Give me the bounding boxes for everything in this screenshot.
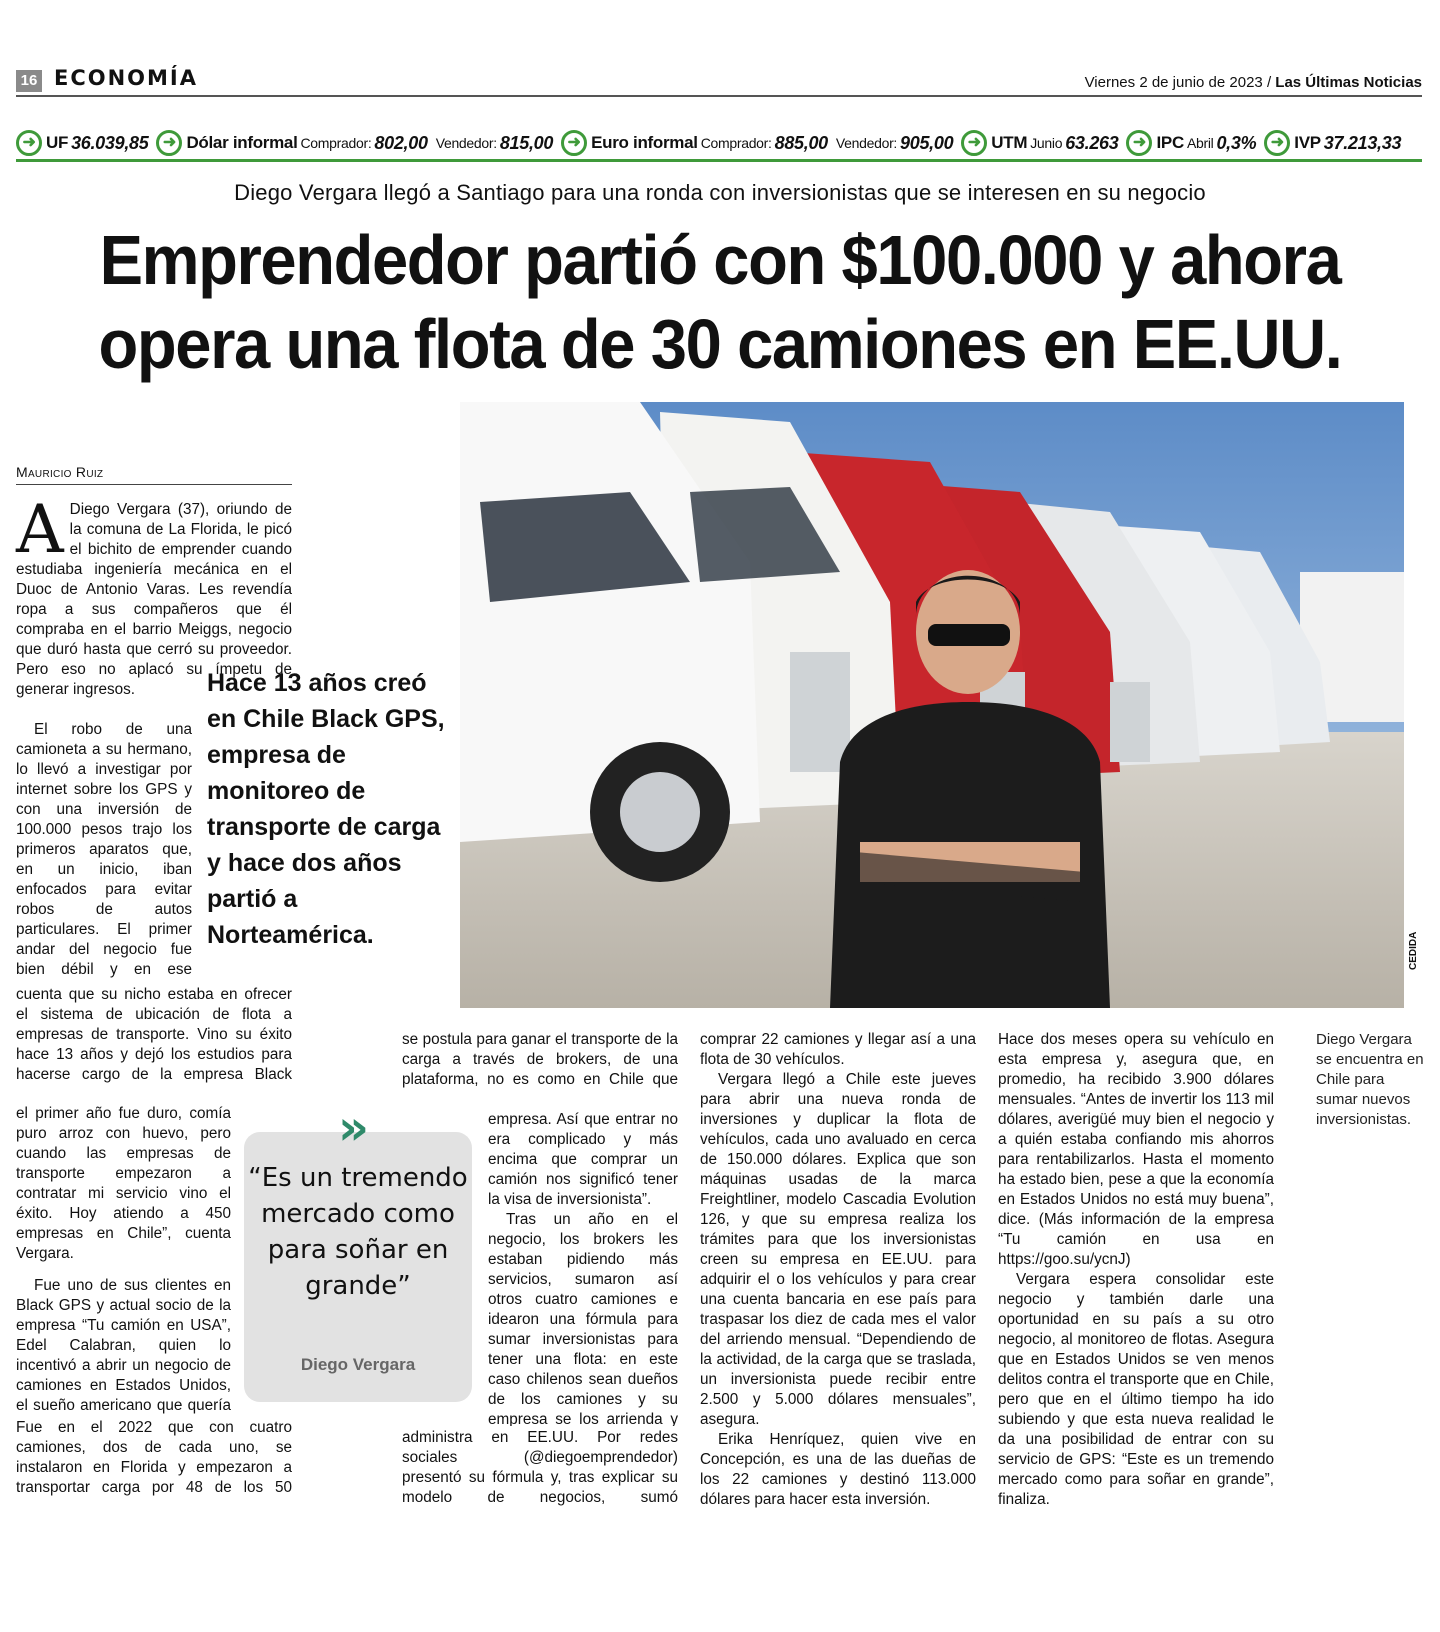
dolar-sell-label: Vendedor: <box>435 135 497 151</box>
dolar-sell-value: 815,00 <box>499 132 554 153</box>
article-column-1c <box>16 985 292 1085</box>
column-1-paragraph-2: El robo de una camioneta a su hermano, lo llevó a investigar por internet sobre los GPS y con una inversión de 100.000 pesos trajo los primeros aparatos que, en un inicio, iban enfocados para evitar robos de autos particulares. El primer andar del negocio fue bien débil y en ese <box>16 721 192 978</box>
photo-caption: Diego Vergara se encuentra en Chile para sumar nuevos inversionistas. <box>1316 1031 1424 1128</box>
column-1-paragraph-3-end: Fue en el 2022 que con cuatro camiones, dos de cada uno, se instalaron en Florida y empezaron a transportar carga por 48 de los 50 <box>16 1419 292 1496</box>
utm-value: 63.263 <box>1065 132 1119 153</box>
ipc-month: Abril <box>1186 135 1214 151</box>
ticker-rule <box>16 159 1422 162</box>
article-kicker: Diego Vergara llegó a Santiago para una ronda con inversionistas que se interesen en su negocio <box>234 180 1206 205</box>
arrow-right-icon: ➜ <box>156 130 182 156</box>
euro-sell-label: Vendedor: <box>835 135 898 151</box>
column-1-paragraph-2-cont: cuenta que su nicho estaba en ofrecer el sistema de ubicación de flota a empresas de transporte. Vino su éxito hace 13 años y dejó los estudios para hacerse cargo de la empresa Black <box>16 986 292 1083</box>
trucks-photo-illustration <box>460 402 1404 1008</box>
article-column-3 <box>700 1030 976 1510</box>
quote-text: “Es un tremendo mercado como para soñar en grande” <box>248 1163 468 1301</box>
uf-label: UF <box>46 133 69 152</box>
header-rule <box>16 95 1422 97</box>
headline-line-1: Emprendedor partió con $100.000 y ahora <box>99 221 1341 299</box>
column-1-paragraph-3: Fue uno de sus clientes en Black GPS y actual socio de la empresa “Tu camión en USA”, Edel Calabran, quien lo incentivó a abrir un negocio de camiones en Estados Unidos, el sueño americano que quería <box>16 1277 231 1414</box>
photo-credit: CEDIDA <box>1408 931 1419 970</box>
column-1-paragraph-2-end: el primer año fue duro, comía puro arroz con huevo, pero cuando las empresas de transporte empezaron a contratar mi servicio vino el éxito. Hoy atiendo a 450 empresas en Chile”, cuenta Vergara. <box>16 1105 231 1262</box>
column-2-paragraph-2: Tras un año en el negocio, los brokers les estaban pidiendo más servicios, sumaron así otros cuatro camiones e idearon una fórmula para sumar inversionistas para tener una flota: en este caso chilenos sean dueños de los camiones y su empresa se los arrienda y <box>488 1211 678 1426</box>
euro-label: Euro informal <box>591 133 698 152</box>
arrow-right-icon: ➜ <box>961 130 987 156</box>
column-3-paragraph-1: comprar 22 camiones y llegar así a una flota de 30 vehículos. <box>700 1031 976 1068</box>
byline-rule <box>16 484 292 485</box>
indicators-ticker <box>16 128 1422 158</box>
publication-name: Las Últimas Noticias <box>1275 74 1422 91</box>
double-chevron-icon: » <box>338 1100 358 1156</box>
column-3-paragraph-2: Vergara llegó a Chile este jueves para abrir una nueva ronda de inversiones y duplicar la flota de vehículos, cada uno avaluado en cerca de 150.000 dólares. Explica que son máquinas usadas de la marca Freightliner, modelo Cascadia Evolution 126, y que su empresa realiza los trámites para que los inversionistas creen su empresa en EE.UU. para adquirir el o los vehículos y para crear una cuenta bancaria en ese país para traspasar los diez de cada mes el valor del arriendo mensual. “Dependiendo de la actividad, de la carga que se traslada, un inversionista puede recibir entre 2.500 y 5.000 dólares mensuales”, asegura. <box>700 1071 976 1428</box>
byline: Mauricio Ruiz <box>16 464 104 480</box>
pull-quote: Hace 13 años creó en Chile Black GPS, empresa de monitoreo de transporte de carga y hace dos años partió a Norteamérica. <box>207 669 445 949</box>
column-4-paragraph-1: Hace dos meses opera su vehículo en esta empresa y, asegura que, en promedio, ha recibido 3.900 dólares mensuales. “Antes de invertir los 113 mil dólares, averigüé muy bien el negocio y a quién estaba confiando mis ahorros para rentabilizarlos. Hasta el momento ha estado bien, pese a que la economía en Estados Unidos no está muy buena”, dice. (Más información de la empresa “Tu camión en usa en https://goo.su/ycnJ) <box>998 1031 1274 1268</box>
dateline <box>1085 74 1422 91</box>
quote-author: Diego Vergara <box>300 1355 416 1374</box>
euro-buy-value: 885,00 <box>774 132 828 153</box>
page-number: 16 <box>16 70 42 92</box>
dolar-buy-value: 802,00 <box>374 132 428 153</box>
article-column-2-top <box>402 1030 678 1090</box>
dolar-label: Dólar informal <box>186 133 298 152</box>
article-column-1e <box>16 1276 231 1416</box>
drop-cap: A <box>16 491 64 568</box>
article-column-2 <box>488 1110 678 1426</box>
column-4-paragraph-2: Vergara espera consolidar este negocio y también darle una oportunidad en su país a su otro negocio, al monitoreo de flotas. Asegura que en Estados Unidos se ven menos delitos contra el transporte que en Chile, pero que en el último tiempo ha ido subiendo y que esta nueva realidad le da una posibilidad de entrar con su servicio de GPS: “Este es un tremendo mercado como para soñar en grande”, finaliza. <box>998 1271 1274 1508</box>
uf-value: 36.039,85 <box>71 132 149 153</box>
article-column-1b <box>16 720 192 978</box>
arrow-right-icon: ➜ <box>16 130 42 156</box>
euro-buy-label: Comprador: <box>700 135 772 151</box>
article-photo <box>460 402 1404 1008</box>
headline-line-2: opera una flota de 30 camiones en EE.UU. <box>98 305 1342 383</box>
section-title: ECONOMÍA <box>54 66 198 90</box>
article-column-1d <box>16 1104 231 1274</box>
column-2-paragraph-1-end: empresa. Así que entrar no era complicado y más encima que comprar un camión nos significó tener la visa de inversionista”. <box>488 1111 678 1208</box>
ipc-value: 0,3% <box>1216 132 1257 153</box>
article-column-1f <box>16 1418 292 1500</box>
column-3-paragraph-3: Erika Henríquez, quien vive en Concepción, es una de las dueñas de los 22 camiones y destinó 113.000 dólares para hacer esta inversión. <box>700 1431 976 1508</box>
dolar-buy-label: Comprador: <box>300 135 372 151</box>
article-column-4 <box>998 1030 1274 1510</box>
arrow-right-icon: ➜ <box>1264 130 1290 156</box>
ivp-label: IVP <box>1294 133 1321 152</box>
utm-label: UTM <box>991 133 1028 152</box>
column-2-intro: se postula para ganar el transporte de la carga a través de brokers, de una plataforma, no es como en Chile que <box>402 1031 678 1088</box>
article-headline <box>69 218 1371 386</box>
column-1-text: Diego Vergara (37), oriundo de la comuna de La Florida, le picó el bichito de emprender cuando estudiaba ingeniería mecánica en el Duoc de Antonio Varas. Les revendía ropa a sus compañeros que él compraba en el barrio Meiggs, negocio que duró hasta que cerró su proveedor. Pero eso no aplacó su ímpetu de generar ingresos. <box>16 501 292 698</box>
article-column-2-bottom <box>402 1428 678 1510</box>
column-2-paragraph-2-end: administra en EE.UU. Por redes sociales (@diegoemprendedor) presentó su fórmula y, tras explicar su modelo de negocios, sumó <box>402 1429 678 1506</box>
utm-month: Junio <box>1030 135 1063 151</box>
arrow-right-icon: ➜ <box>561 130 587 156</box>
euro-sell-value: 905,00 <box>900 132 954 153</box>
dateline-separator: / <box>1266 74 1272 91</box>
ipc-label: IPC <box>1156 133 1184 152</box>
ivp-value: 37.213,33 <box>1323 132 1402 153</box>
issue-date: Viernes 2 de junio de 2023 <box>1084 74 1263 91</box>
arrow-right-icon: ➜ <box>1126 130 1152 156</box>
